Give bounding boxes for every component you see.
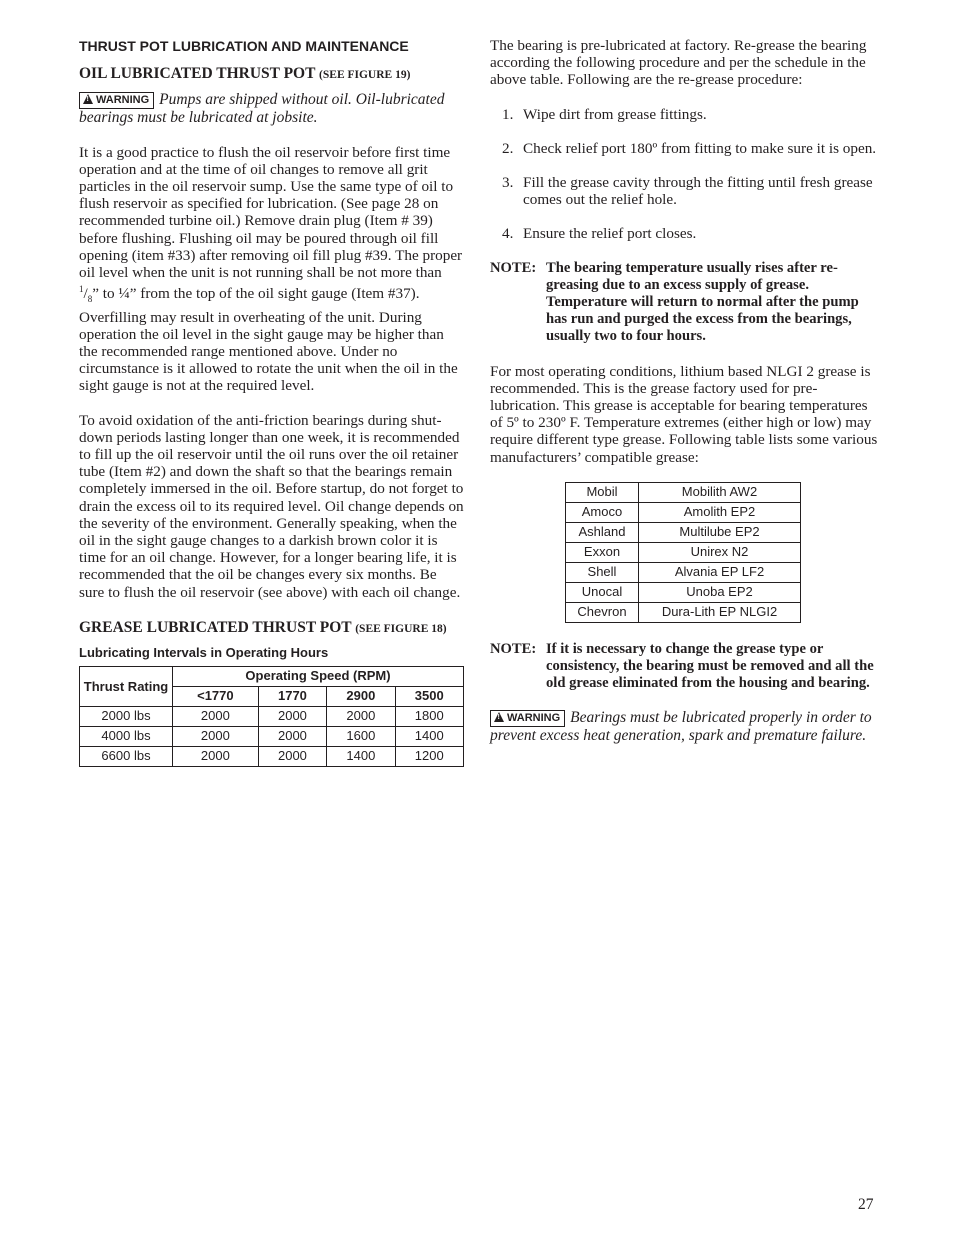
speed-column-header: 3500 — [395, 686, 463, 706]
operating-speed-header: Operating Speed (RPM) — [173, 666, 464, 686]
note-temperature: NOTE: The bearing temperature usually rises after re-greasing due to an excess supply of grease. Temperature will return to normal after the pump has run and purged the excess from the bearings, usually two to four hours. — [490, 259, 859, 345]
warning-text: Bearings must be lubricated properly in order to prevent excess heat generation, spark and premature failure. — [490, 709, 872, 745]
figure-reference: (SEE FIGURE 18) — [355, 622, 447, 635]
note-label: NOTE: — [490, 259, 537, 276]
table-row: 4000 lbs 2000 2000 1600 1400 — [80, 726, 464, 746]
left-column — [79, 37, 464, 767]
table-row: Amoco Amolith EP2 — [566, 502, 801, 522]
bearing-warning — [490, 709, 880, 745]
regrease-intro: The bearing is pre-lubricated at factory. Re-grease the bearing according the following procedure and per the schedule in the above table. Following are the re-grease procedure: — [490, 37, 867, 89]
grease-section-heading: GREASE LUBRICATED THRUST POT (SEE FIGURE 18) — [79, 618, 447, 636]
thrust-rating-header: Thrust Rating — [80, 666, 173, 706]
figure-reference: (SEE FIGURE 19) — [319, 69, 411, 81]
lubrication-intervals-table — [79, 666, 464, 767]
table-row: Exxon Unirex N2 — [566, 542, 801, 562]
grease-paragraph: For most operating conditions, lithium based NLGI 2 grease is recommended. This is the grease factory used for pre-lubrication. This grease is acceptable for bearing temperatures of 5º to 230º F. Temperature extremes (either high or low) may require different type grease. Following table lists some various manufacturers’ compatible grease: — [490, 362, 878, 466]
table-row: 2000 lbs 2000 2000 2000 1800 — [80, 706, 464, 726]
note-grease-change: NOTE: If it is necessary to change the grease type or consistency, the bearing must be removed and all the old grease eliminated from the housing and bearing. — [490, 640, 874, 692]
speed-column-header: 1770 — [258, 686, 326, 706]
oil-section-heading: OIL LUBRICATED THRUST POT (SEE FIGURE 19) — [79, 65, 411, 82]
warning-triangle-icon — [83, 94, 93, 104]
compatible-grease-table — [565, 482, 801, 623]
warning-text: Pumps are shipped without oil. Oil-lubricated bearings must be lubricated at jobsite. — [79, 91, 445, 126]
note-label: NOTE: — [490, 640, 537, 657]
table-row: Unocal Unoba EP2 — [566, 582, 801, 602]
table-row: Chevron Dura-Lith EP NLGI2 — [566, 602, 801, 622]
table-row: Shell Alvania EP LF2 — [566, 562, 801, 582]
page-number: 27 — [858, 1196, 874, 1213]
table-row: Mobil Mobilith AW2 — [566, 482, 801, 502]
table-row: 6600 lbs 2000 2000 1400 1200 — [80, 746, 464, 766]
right-column — [490, 37, 880, 745]
list-item: 3. Fill the grease cavity through the fitting until fresh grease comes out the relief hole. — [502, 174, 873, 209]
oil-paragraph-2: To avoid oxidation of the anti-friction bearings during shut-down periods lasting longer than one week, it is recommended to fill up the oil reservoir until the oil runs over the oil retainer tube (Item #2) and down the shaft so that the bearings remain completely immersed in the oil. Before startup, do not forget to drain the excess oil to its required level. Oil change depends on the severity of the environment. Generally speaking, when the oil in the sight gauge changes to a darkish brown color it is time for an oil change. However, for a longer bearing life, it is recommended that the oil be changes every six months. Be sure to flush the oil reservoir (see above) with each oil change. — [79, 411, 464, 601]
table-row: Ashland Multilube EP2 — [566, 522, 801, 542]
warning-badge: !WARNING — [79, 92, 154, 109]
list-item: 2. Check relief port 180º from fitting to make sure it is open. — [502, 139, 877, 157]
lubrication-table-title: Lubricating Intervals in Operating Hours — [79, 644, 329, 660]
main-heading: THRUST POT LUBRICATION AND MAINTENANCE — [79, 38, 409, 54]
list-item: 4. Ensure the relief port closes. — [502, 225, 697, 243]
regrease-steps — [490, 106, 880, 243]
warning-badge: !WARNING — [490, 710, 565, 727]
oil-paragraph-1: It is a good practice to flush the oil reservoir before first time operation and at the time of oil changes to remove all grit particles in the oil reservoir sump. Use the same type of oil to flush reservoir as specified for lubrication. (See page 28 on recommended turbine oil.) Remove drain plug (Item # 39) before flushing. Flushing oil may be poured through oil fill opening (item #33) after removing oil fill plug #39. The proper oil level when the unit is not running shall be not more than $^1/_8$” to ¼” from the top of the oil sight gauge (Item #37). Overfilling may result in overheating of the unit. During operation the oil level in the sight gauge may be higher than the recommended range mentioned above. Under no circumstance is it allowed to rotate the unit when the oil in the sight gauge is not at the required level. — [79, 143, 463, 395]
list-item: 1. Wipe dirt from grease fittings. — [502, 105, 707, 123]
oil-warning — [79, 91, 464, 127]
warning-triangle-icon — [494, 712, 504, 722]
speed-column-header: 2900 — [327, 686, 395, 706]
speed-column-header: <1770 — [173, 686, 259, 706]
